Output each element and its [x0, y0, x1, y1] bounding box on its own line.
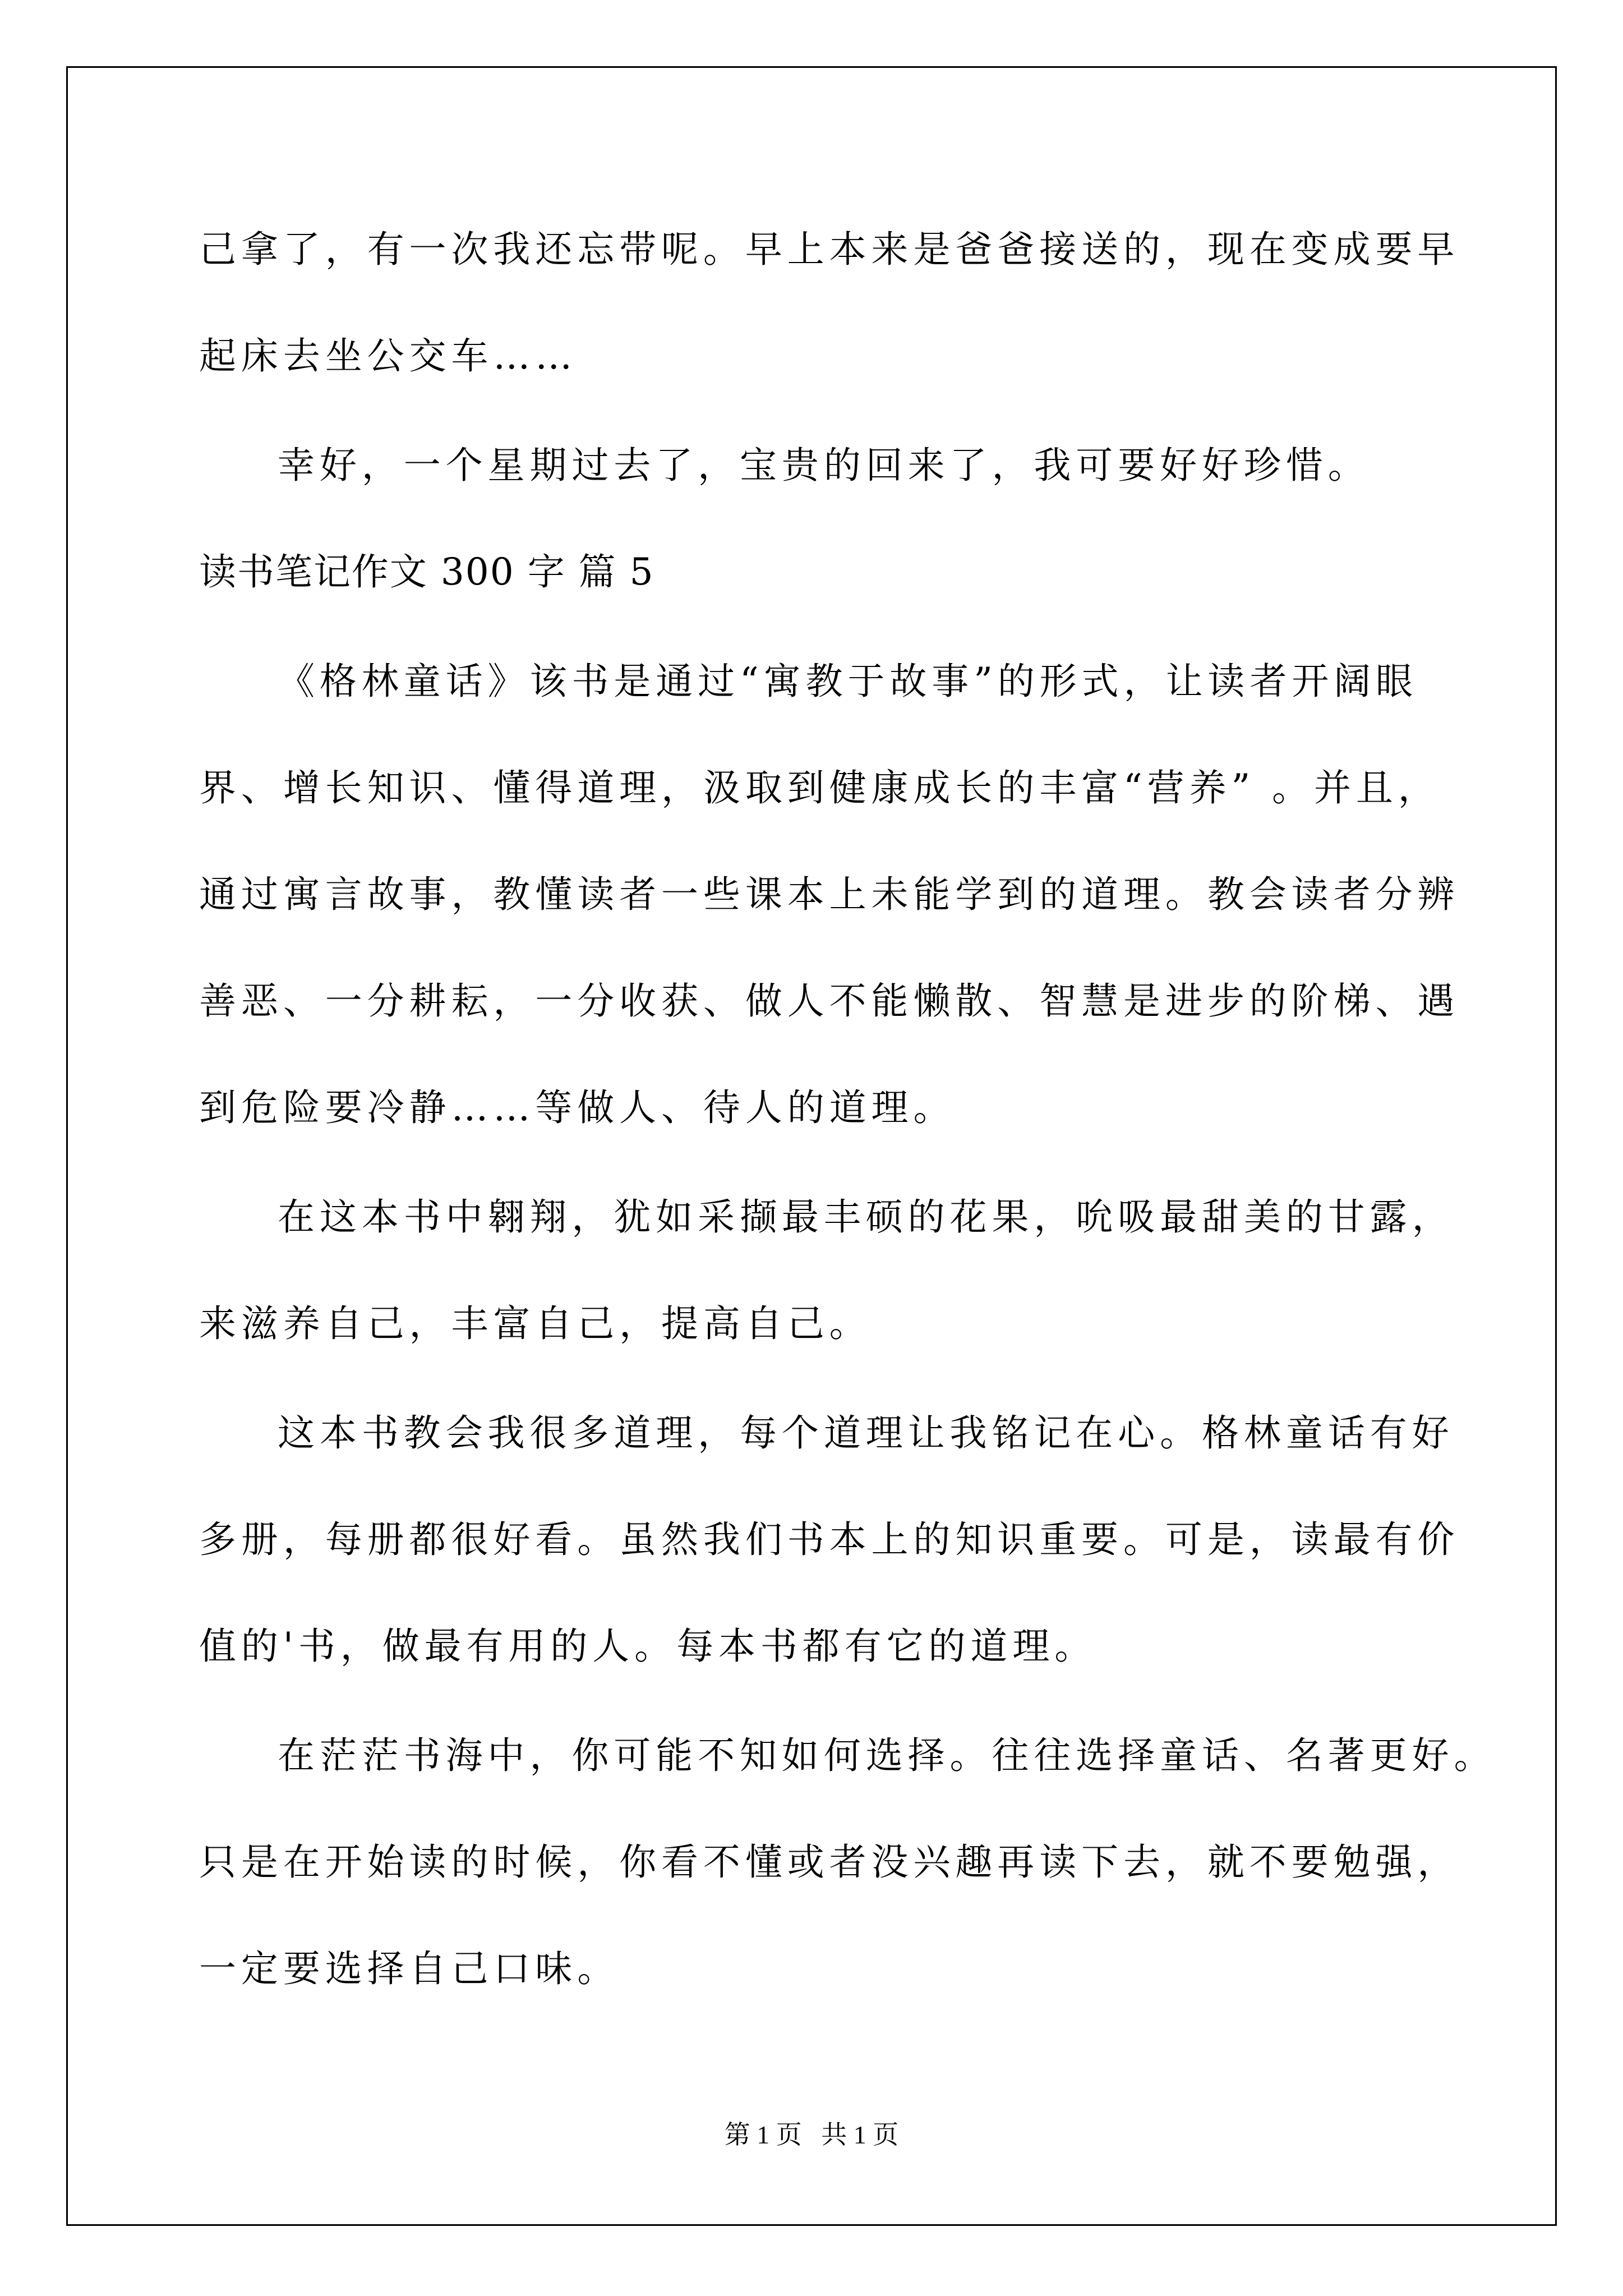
body-line: 《格林童话》该书是通过“寓教于故事”的形式，让读者开阔眼	[278, 660, 1418, 703]
body-line: 幸好，一个星期过去了，宝贵的回来了，我可要好好珍惜。	[278, 444, 1370, 487]
page-border	[66, 66, 1557, 2226]
body-line: 多册，每册都很好看。虽然我们书本上的知识重要。可是，读最有价	[199, 1518, 1460, 1561]
body-line: 己拿了，有一次我还忘带呢。早上本来是爸爸接送的，现在变成要早	[199, 228, 1460, 271]
body-line: 善恶、一分耕耘，一分收获、做人不能懒散、智慧是进步的阶梯、遇	[199, 979, 1460, 1023]
body-line: 界、增长知识、懂得道理，汲取到健康成长的丰富“营养” 。并且，	[199, 766, 1440, 809]
body-line: 这本书教会我很多道理，每个道理让我铭记在心。格林童话有好	[278, 1411, 1454, 1455]
body-line: 一定要选择自己口味。	[199, 1947, 620, 1990]
body-line: 通过寓言故事，教懂读者一些课本上未能学到的道理。教会读者分辨	[199, 873, 1460, 916]
page-number-footer: 第 1 页 共 1 页	[724, 2120, 899, 2149]
body-line: 在茫茫书海中，你可能不知如何选择。往往选择童话、名著更好。	[278, 1734, 1496, 1777]
body-line: 来滋养自己，丰富自己，提高自己。	[199, 1302, 872, 1345]
section-heading: 读书笔记作文 300 字 篇 5	[199, 550, 654, 593]
body-line: 到危险要冷静……等做人、待人的道理。	[199, 1086, 956, 1129]
body-line: 只是在开始读的时候，你看不懂或者没兴趣再读下去，就不要勉强，	[199, 1841, 1460, 1884]
body-line: 起床去坐公交车……	[199, 334, 578, 378]
body-line: 在这本书中翱翔，犹如采撷最丰硕的花果，吮吸最甜美的甘露，	[278, 1195, 1454, 1239]
body-line: 值的'书，做最有用的人。每本书都有它的道理。	[199, 1625, 1097, 1668]
